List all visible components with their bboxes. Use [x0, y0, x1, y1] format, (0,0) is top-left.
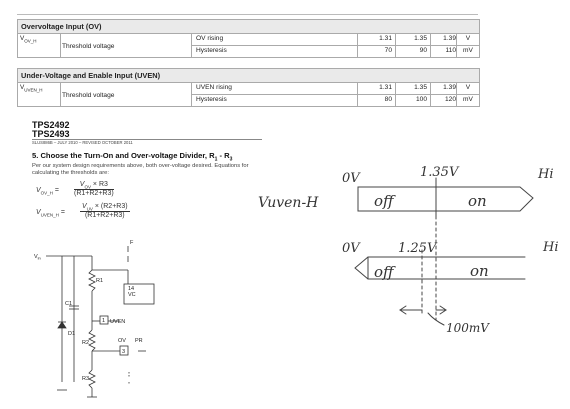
uven-row1-max: 1.39 — [443, 84, 456, 91]
ov-row2-max: 110 — [445, 47, 456, 54]
uven-row1-typ: 1.35 — [414, 84, 427, 91]
schematic-uven-label: UVEN — [110, 319, 126, 325]
uven-spec-table — [17, 68, 480, 107]
eq2-fraction — [80, 203, 130, 219]
uven-param-cell — [18, 83, 61, 106]
ov-description: Threshold voltage — [58, 34, 192, 57]
eq1-num-rest: × R3 — [90, 181, 108, 188]
schematic-r1-label: R1 — [96, 278, 104, 284]
uven-table-title: Under-Voltage and Enable Input (UVEN) — [18, 69, 479, 83]
section-mid: - R — [217, 151, 230, 160]
schematic-r3-label: R3 — [82, 376, 90, 382]
section-title-text: 5. Choose the Turn-On and Over-voltage Divider, R — [32, 151, 215, 160]
uven-row2-typ: 100 — [415, 96, 427, 103]
schematic-vc-label: VC — [128, 292, 136, 298]
uven-row1-unit: V — [465, 84, 471, 91]
ov-row2-typ: 90 — [419, 47, 427, 54]
ov-row2-condition: Hysteresis — [196, 47, 227, 54]
schematic-vin-label: $V_{in}$ — [34, 254, 41, 261]
ov-table-title: Overvoltage Input (OV) — [18, 20, 479, 34]
section-paragraph: Per our system design requirements above, both over-voltage desired. Equations for calculating the thresholds are: — [32, 163, 249, 176]
uven-row2-max: 120 — [444, 96, 456, 103]
eq2-num-rest: × (R2+R3) — [92, 203, 128, 210]
ov-row2-min: 70 — [384, 47, 392, 54]
eq1-lhs-v: V — [36, 187, 41, 194]
hand-bot-off: off — [374, 263, 394, 281]
eq2-numerator — [80, 203, 130, 212]
eq1-num-v: V — [79, 181, 85, 188]
eq2-lhs: $V_{UVEN\_H}$ = — [36, 209, 65, 218]
ov-row1-min: 1.31 — [379, 35, 392, 42]
uven-description: Threshold voltage — [58, 83, 192, 106]
divider-schematic — [20, 232, 155, 409]
eq1-fraction — [74, 181, 114, 197]
eq1-numerator — [74, 181, 114, 190]
schematic-r2-label: R2 — [82, 340, 90, 346]
hand-top-threshold: 1.35V — [420, 165, 459, 180]
schematic-pin3-label: 3 — [122, 349, 126, 355]
ov-spec-table — [17, 19, 480, 58]
ov-row1-typ: 1.35 — [414, 35, 427, 42]
part-number-1: TPS2492 — [32, 120, 70, 130]
schematic-ov-label: OV — [118, 338, 126, 344]
table-row — [192, 34, 479, 46]
uven-row2-unit: mV — [463, 96, 473, 103]
schematic-c1-label: C1 — [65, 301, 73, 307]
ov-param-cell — [18, 34, 61, 57]
uven-row2-min: 80 — [384, 96, 392, 103]
ov-param-sub: OV_H — [24, 38, 37, 44]
hand-top-start: 0V — [342, 171, 360, 186]
ov-param-symbol: V — [20, 35, 25, 42]
eq2-num-v: V — [82, 203, 87, 210]
table-row — [192, 95, 479, 106]
eq2-lhs-v: V — [36, 209, 41, 216]
uven-param-sub: UVEN_H — [24, 87, 43, 93]
schematic-pin1-label: 1 — [102, 318, 106, 324]
eq2-num-sub: UV — [86, 206, 93, 212]
uven-param-symbol: V — [20, 84, 25, 91]
ov-row1-unit: V — [465, 35, 471, 42]
schematic-f-label: F — [130, 240, 134, 246]
eq2-lhs-sub: UVEN_H — [40, 212, 59, 218]
ov-row2-unit: mV — [463, 47, 473, 54]
eq1-denominator: (R1+R2+R3) — [74, 190, 114, 198]
document-reference: SLUS886B – JULY 2010 – REVISED OCTOBER 2011 — [32, 140, 133, 145]
hand-bot-threshold: 1.25V — [398, 241, 437, 256]
hand-row-label: Vuven-H — [258, 195, 319, 211]
uven-row2-condition: Hysteresis — [196, 96, 227, 103]
eq1-lhs: $V_{OV\_H}$ = — [36, 187, 59, 196]
hand-bot-end: Hi — [543, 240, 559, 255]
section-sub2: 3 — [229, 156, 233, 163]
schematic-pr-label: PR — [135, 338, 143, 344]
eq1-num-sub: OV — [84, 184, 91, 190]
hand-bot-on: on — [470, 262, 489, 280]
hand-bot-start: 0V — [342, 241, 360, 256]
schematic-pin14-label: 14 — [128, 286, 135, 292]
hand-top-end: Hi — [538, 167, 554, 182]
section-sub1: 1 — [214, 156, 218, 163]
hand-hysteresis-label: 100mV — [446, 321, 489, 335]
ov-row1-condition: OV rising — [196, 35, 224, 42]
table-row — [192, 46, 479, 57]
uven-row1-condition: UVEN rising — [196, 84, 232, 91]
eq2-denominator: (R1+R2+R3) — [84, 212, 125, 220]
section-title — [32, 151, 232, 163]
hand-sketch-timing — [250, 150, 568, 340]
table-row — [192, 83, 479, 95]
eq1-lhs-sub: OV_H — [40, 190, 53, 196]
ov-row1-max: 1.39 — [443, 35, 456, 42]
uven-row1-min: 1.31 — [379, 84, 392, 91]
hand-top-on: on — [468, 192, 487, 210]
hand-top-off: off — [374, 192, 394, 210]
schematic-d1-label: D1 — [68, 331, 76, 337]
part-number-2: TPS2493 — [32, 129, 70, 139]
